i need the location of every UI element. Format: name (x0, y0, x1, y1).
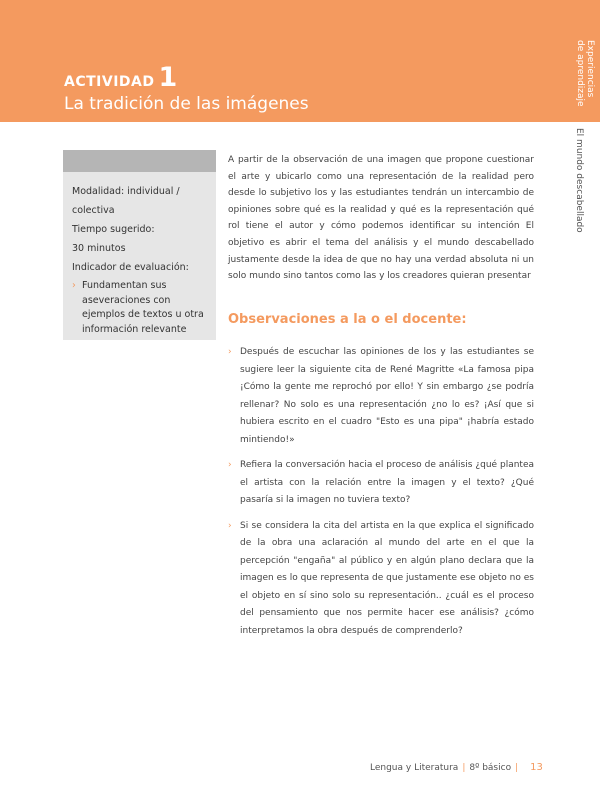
intro-paragraph: A partir de la observación de una imagen que propone cuestionar el arte y ubicarlo como una representación de la realidad pero desde lo subjetivo los y las estudiantes tendrán un intercambio de opiniones sobre qué es la realidad y qué es la representación qué rol tiene el autor y cómo podemos identificar su intención El objetivo es abrir el tema del análisis y el mundo descabellado justamente desde la idea de que no hay una verdad absoluta ni un solo mundo sino tantos como las y los creadores quieran presentar (228, 155, 534, 282)
activity-label (64, 62, 177, 93)
indicador-label: Indicador de evaluación: (72, 262, 189, 273)
activity-info-box (63, 150, 216, 340)
indicador-list (72, 279, 208, 337)
footer-divider: | (462, 763, 466, 773)
modalidad-label: Modalidad: individual / (72, 186, 180, 197)
side-section-line2: de aprendizaje (575, 40, 585, 107)
modalidad-value: colectiva (72, 205, 115, 216)
indicador-item: › Fundamentan sus aseveraciones con ejemplos de textos u otra información relevante (72, 279, 208, 337)
page-title: La tradición de las imágenes (64, 94, 309, 114)
activity-number: 1 (158, 62, 178, 93)
footer-subject: Lengua y Literatura (370, 763, 459, 773)
observacion-item: › Si se considera la cita del artista en la que explica el significado de la obra una aclaración al mundo del arte en el que la percepción "engaña" al público y en algún plano declara que la imagen es lo que representa de que justamente ese objeto no es el objeto en sí sino solo su representación.. ¿cuál es el proceso del pensamiento que nos permite hacer ese análisis? ¿cómo interpretamos la obra después de comprenderlo? (228, 518, 534, 641)
activity-word: ACTIVIDAD (64, 74, 155, 90)
tiempo-label: Tiempo sugerido: (72, 224, 155, 235)
observacion-item: › Después de escuchar las opiniones de los y las estudiantes se sugiere leer la siguiente cita de René Magritte «La famosa pipa ¡Cómo la gente me reprochó por ello! Y sin embargo ¿se podría rellenar? No solo es una representación ¿no lo es? ¡Así que si hubiera escrito en el cuadro "Esto es una pipa" ¡habría estado mintiendo!» (228, 344, 534, 449)
side-section-line1: Experiencias (585, 40, 595, 98)
observaciones-list (228, 344, 534, 648)
footer-divider: | (515, 763, 519, 773)
page-footer (370, 762, 543, 773)
side-unit-label: El mundo descabellado (574, 128, 584, 233)
tiempo-value: 30 minutos (72, 243, 126, 254)
side-section-label (573, 40, 595, 107)
page-number: 13 (530, 762, 543, 773)
observacion-item: › Refiera la conversación hacia el proceso de análisis ¿qué plantea el artista con la relación entre la imagen y el texto? ¿Qué pasaría si la imagen no tuviera texto? (228, 457, 534, 510)
footer-grade: 8º básico (469, 763, 512, 773)
observaciones-heading: Observaciones a la o el docente: (228, 312, 467, 327)
